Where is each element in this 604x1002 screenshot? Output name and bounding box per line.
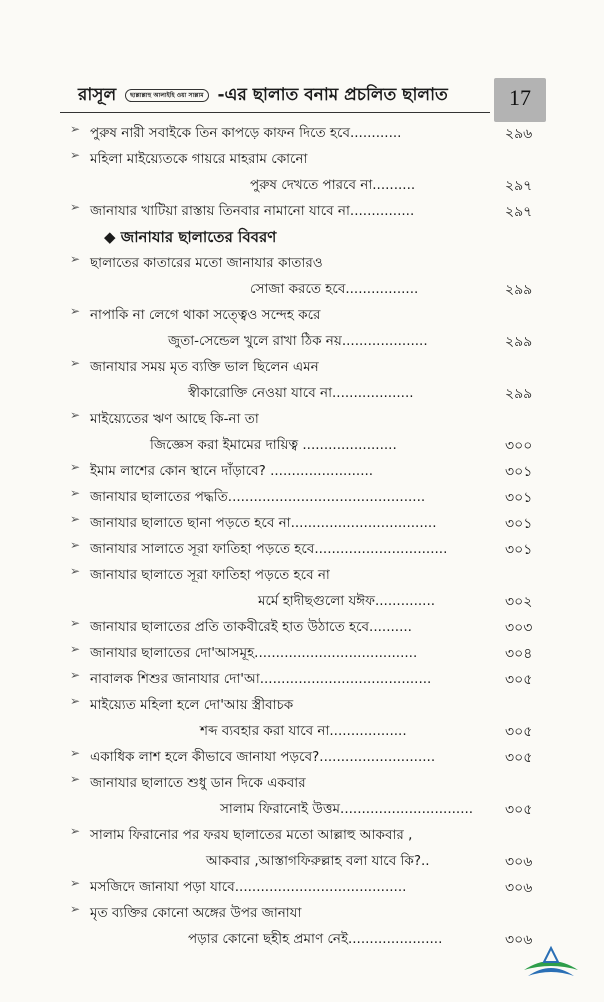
entry-line: জানাযার ছালাতের প্রতি তাকবীরেই হাত উঠাতে হবে.......... — [90, 619, 412, 635]
entry-page: ৩০৩ — [505, 620, 533, 636]
entry-line: জানাযার ছালাতে সূরা ফাতিহা পড়তে হবে না — [90, 567, 330, 583]
entry-page: ৩০৫ — [505, 724, 533, 740]
arrow-bullet-icon: ➢ — [70, 252, 81, 266]
arrow-bullet-icon: ➢ — [70, 356, 81, 370]
arrow-bullet-icon: ➢ — [70, 902, 81, 916]
publisher-logo-icon — [520, 940, 582, 980]
arrow-bullet-icon: ➢ — [70, 408, 81, 422]
entry-page: ২৯৯ — [505, 386, 533, 402]
entry-line: ইমাম লাশের কোন স্থানে দাঁড়াবে? ........................ — [90, 463, 374, 479]
entry-line: মহিলা মাইয়্যেতকে গায়রে মাহরাম কোনো — [90, 151, 308, 167]
entry-page: ২৯৯ — [505, 282, 533, 298]
arrow-bullet-icon: ➢ — [70, 746, 81, 760]
entry-page: ৩০৫ — [505, 672, 533, 688]
entry-line: স্বীকারোক্তি নেওয়া যাবে না................... — [188, 385, 414, 401]
entry-line: পুরুষ দেখতে পারবে না.......... — [250, 177, 416, 193]
entry-page: ৩০৪ — [505, 646, 533, 662]
entry-line: একাধিক লাশ হলে কীভাবে জানাযা পড়বে?........................... — [90, 749, 436, 765]
arrow-bullet-icon: ➢ — [70, 304, 81, 318]
entry-page: ৩০৬ — [505, 880, 533, 896]
title-prefix: রাসূল — [78, 85, 117, 105]
entry-line: জানাযার ছালাতে শুধু ডান দিকে একবার — [90, 775, 306, 791]
entry-line: পড়ার কোনো ছহীহ প্রমাণ নেই...................... — [188, 931, 443, 947]
entry-line: নাবালক শিশুর জানাযার দো'আ........................................ — [90, 671, 432, 687]
entry-line: জানাযার ছালাতের পদ্ধতি.............................................. — [90, 489, 426, 505]
section-heading — [104, 226, 276, 251]
entry-page: ৩০৬ — [505, 932, 533, 948]
arrow-bullet-icon: ➢ — [70, 122, 81, 136]
entry-line: মর্মে হাদীছগুলো যঈফ.............. — [258, 593, 436, 609]
entry-line: মৃত ব্যক্তির কোনো অঙ্গের উপর জানাযা — [90, 905, 302, 921]
entry-page: ৩০২ — [505, 594, 533, 610]
arrow-bullet-icon: ➢ — [70, 538, 81, 552]
arrow-bullet-icon: ➢ — [70, 616, 81, 630]
entry-line: সালাম ফিরানোর পর ফরয ছালাতের মতো আল্লাহু আকবার , — [90, 827, 413, 843]
arrow-bullet-icon: ➢ — [70, 564, 81, 578]
entry-page: ২৯৭ — [505, 204, 533, 220]
arrow-bullet-icon: ➢ — [70, 148, 81, 162]
honorific-seal: ছাল্লাল্লাহু আলাইহি ওয়া সাল্লাম — [125, 89, 208, 102]
entry-line: জানাযার ছালাতে ছানা পড়তে হবে না.................................. — [90, 515, 437, 531]
title-suffix: -এর ছালাত বনাম প্রচলিত ছালাত — [217, 85, 448, 105]
entry-page: ৩০১ — [505, 490, 533, 506]
diamond-bullet-icon: ◆ — [104, 228, 116, 246]
page-number: 17 — [509, 85, 531, 110]
entry-line: পুরুষ নারী সবাইকে তিন কাপড়ে কাফন দিতে হবে............ — [90, 125, 402, 141]
entry-line: মাইয়্যেত মহিলা হলে দো'আয় স্ত্রীবাচক — [90, 697, 294, 713]
entry-line: জানাযার সালাতে সূরা ফাতিহা পড়তে হবে............................... — [90, 541, 448, 557]
arrow-bullet-icon: ➢ — [70, 512, 81, 526]
entry-line: নাপাকি না লেগে থাকা সত্ত্বেও সন্দেহ করে — [90, 307, 321, 323]
entry-line: আকবার ,আস্তাগফিরুল্লাহ বলা যাবে কি?.. — [206, 853, 430, 869]
section-heading-text: জানাযার ছালাতের বিবরণ — [120, 228, 277, 246]
arrow-bullet-icon: ➢ — [70, 200, 81, 214]
entry-line: জানাযার খাটিয়া রাস্তায় তিনবার নামানো যাবে না............... — [90, 203, 415, 219]
entry-line: শব্দ ব্যবহার করা যাবে না.................. — [200, 723, 407, 739]
arrow-bullet-icon: ➢ — [70, 694, 81, 708]
page-header — [0, 78, 604, 118]
arrow-bullet-icon: ➢ — [70, 824, 81, 838]
entry-line: জানাযার সময় মৃত ব্যক্তি ভাল ছিলেন এমন — [90, 359, 319, 375]
entry-line: সোজা করতে হবে................. — [250, 281, 419, 297]
arrow-bullet-icon: ➢ — [70, 642, 81, 656]
entry-page: ২৯৭ — [505, 178, 533, 194]
entry-page: ৩০৬ — [505, 854, 533, 870]
entry-line: সালাম ফিরানোই উত্তম............................... — [220, 801, 474, 817]
header-rule — [60, 112, 490, 113]
entry-page: ৩০১ — [505, 542, 533, 558]
entry-page: ৩০৫ — [505, 750, 533, 766]
entry-line: মসজিদে জানাযা পড়া যাবে........................................ — [90, 879, 407, 895]
entry-page: ৩০৫ — [505, 802, 533, 818]
page-number-tab — [494, 78, 546, 122]
entry-line: ছালাতের কাতারের মতো জানাযার কাতারও — [90, 255, 323, 271]
logo-roof — [544, 948, 558, 962]
entry-page: ২৯৯ — [505, 334, 533, 350]
arrow-bullet-icon: ➢ — [70, 460, 81, 474]
arrow-bullet-icon: ➢ — [70, 876, 81, 890]
entry-line: জানাযার ছালাতের দো'আসমূহ...................................... — [90, 645, 418, 661]
entry-line: জুতা-সেন্ডেল খুলে রাখা ঠিক নয়.................... — [168, 333, 428, 349]
arrow-bullet-icon: ➢ — [70, 668, 81, 682]
arrow-bullet-icon: ➢ — [70, 486, 81, 500]
entry-page: ২৯৬ — [505, 126, 533, 142]
running-title — [78, 82, 448, 110]
entry-line: মাইয়্যেতের ঋণ আছে কি-না তা — [90, 411, 259, 427]
entry-page: ৩০১ — [505, 516, 533, 532]
entry-page: ৩০০ — [505, 438, 533, 454]
entry-line: জিজ্ঞেস করা ইমামের দায়িত্ব ...................... — [150, 437, 397, 453]
logo-leaf-blue — [528, 968, 574, 976]
arrow-bullet-icon: ➢ — [70, 772, 81, 786]
entry-page: ৩০১ — [505, 464, 533, 480]
